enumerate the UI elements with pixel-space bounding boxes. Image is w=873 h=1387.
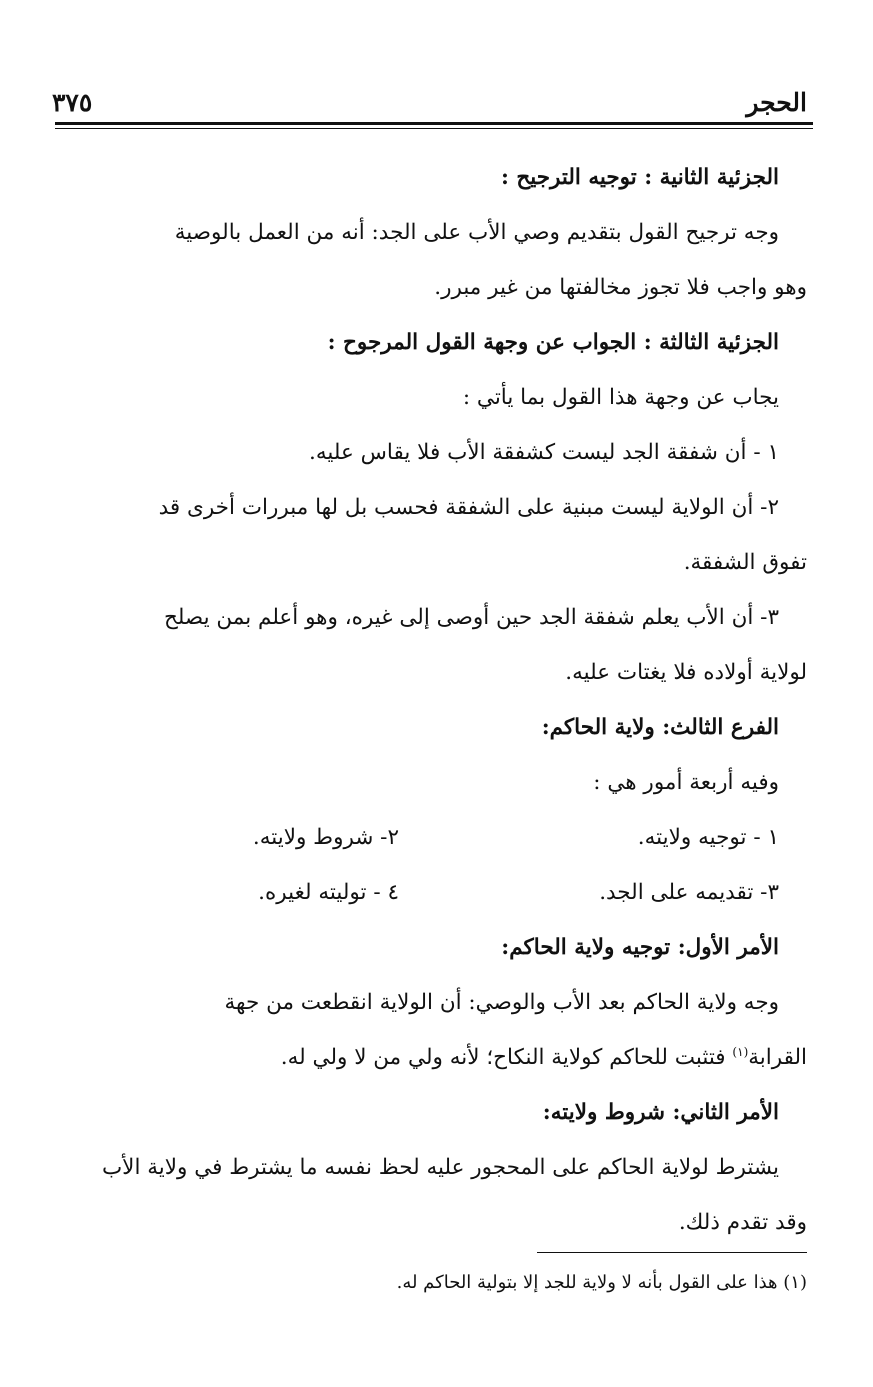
header-rule-thick: [55, 122, 813, 125]
paragraph-line: تفوق الشفقة.: [683, 550, 807, 575]
heading-branch-three: الفرع الثالث: ولاية الحاكم:: [541, 715, 779, 740]
footnote-ref-text-after: فتثبت للحاكم كولاية النكاح؛ لأنه ولي من لا ولي له.: [280, 1045, 733, 1070]
numbered-point: ١ - أن شفقة الجد ليست كشفقة الأب فلا يقاس عليه.: [309, 440, 779, 465]
heading-matter-two: الأمر الثاني: شروط ولايته:: [542, 1100, 779, 1125]
numbered-point: ٣- أن الأب يعلم شفقة الجد حين أوصى إلى غيره، وهو أعلم بمن يصلح: [163, 605, 779, 630]
list-item: ١ - توجيه ولايته.: [637, 825, 779, 850]
paragraph-line: وقد تقدم ذلك.: [678, 1210, 807, 1235]
main-text: [47, 150, 807, 1250]
numbered-point: ٢- أن الولاية ليست مبنية على الشفقة فحسب بل لها مبررات أخرى قد: [158, 495, 779, 520]
paragraph-line: وجه ترجيح القول بتقديم وصي الأب على الجد: أنه من العمل بالوصية: [174, 220, 779, 245]
paragraph-line: يجاب عن وجهة هذا القول بما يأتي :: [462, 385, 779, 410]
paragraph-line: لولاية أولاده فلا يغتات عليه.: [565, 660, 807, 685]
paragraph-line: وجه ولاية الحاكم بعد الأب والوصي: أن الولاية انقطعت من جهة: [224, 990, 779, 1015]
heading-part-two: الجزئية الثانية : توجيه الترجيح :: [500, 165, 779, 190]
list-item: ٢- شروط ولايته.: [252, 825, 399, 850]
paragraph-line: وفيه أربعة أمور هي :: [593, 770, 779, 795]
footnote-rule: [537, 1252, 807, 1253]
header-rule-thin: [55, 128, 813, 129]
page-number: ٣٧٥: [52, 88, 93, 117]
paragraph-line: وهو واجب فلا تجوز مخالفتها من غير مبرر.: [434, 275, 807, 300]
list-item: ٣- تقديمه على الجد.: [599, 880, 779, 905]
footnote: (١) هذا على القول بأنه لا ولاية للجد إلا بتولية الحاكم له.: [396, 1272, 807, 1293]
list-row: [47, 810, 807, 865]
footnote-ref-text-before: القرابة: [748, 1045, 807, 1070]
list-row: [47, 865, 807, 920]
paragraph-line: يشترط لولاية الحاكم على المحجور عليه لحظ نفسه ما يشترط في ولاية الأب: [101, 1155, 779, 1180]
heading-matter-one: الأمر الأول: توجيه ولاية الحاكم:: [501, 935, 779, 960]
heading-part-three: الجزئية الثالثة : الجواب عن وجهة القول المرجوح :: [327, 330, 779, 355]
footnote-marker: (١): [732, 1044, 749, 1059]
list-item: ٤ - توليته لغيره.: [258, 880, 399, 905]
paragraph-line: [47, 1030, 807, 1085]
running-header-title: الحجر: [746, 88, 807, 117]
